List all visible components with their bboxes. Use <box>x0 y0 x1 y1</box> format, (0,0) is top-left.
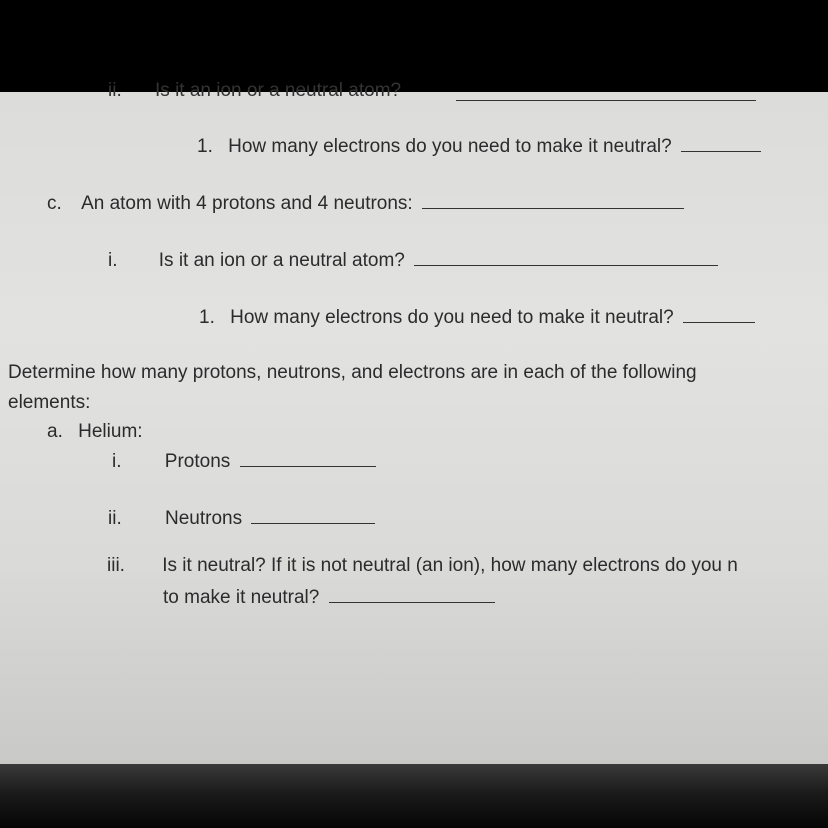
helium-neutral <box>107 555 738 577</box>
question-1 <box>197 135 761 158</box>
helium-neutral-line-2 <box>163 586 495 609</box>
helium-neutrons-numeral: ii. <box>108 508 122 529</box>
element-a-letter: a. <box>47 421 63 442</box>
question-1-answer-blank[interactable] <box>681 135 761 152</box>
question-c-i-answer-blank[interactable] <box>414 249 718 266</box>
helium-neutral-text-line-2: to make it neutral? <box>163 587 320 608</box>
helium-neutral-numeral: iii. <box>107 555 125 576</box>
helium-protons <box>112 450 376 473</box>
question-c-text: An atom with 4 protons and 4 neutrons: <box>81 193 413 214</box>
question-c-1-answer-blank[interactable] <box>683 306 755 323</box>
question-c-1 <box>199 306 755 329</box>
element-a-name: Helium: <box>78 421 143 442</box>
helium-neutral-answer-blank[interactable] <box>329 586 495 603</box>
question-1-number: 1. <box>197 136 213 157</box>
question-c <box>47 192 684 215</box>
helium-neutral-text-line-1: Is it neutral? If it is not neutral (an ion), how many electrons do you n <box>162 555 738 576</box>
question-c-i-numeral: i. <box>108 250 118 271</box>
question-c-i <box>108 249 718 272</box>
instruction-line-1: Determine how many protons, neutrons, and electrons are in each of the following <box>8 362 697 383</box>
helium-protons-numeral: i. <box>112 451 122 472</box>
cut-off-marker: ii. <box>108 80 122 101</box>
question-c-i-text: Is it an ion or a neutral atom? <box>158 250 405 271</box>
question-c-1-text: How many electrons do you need to make it neutral? <box>230 307 674 328</box>
question-c-letter: c. <box>47 193 62 214</box>
question-c-answer-blank[interactable] <box>422 192 684 209</box>
helium-protons-label: Protons <box>164 451 231 472</box>
question-c-1-number: 1. <box>199 307 215 328</box>
cut-off-answer-blank[interactable] <box>456 100 756 101</box>
cut-off-text: Is it an ion or a neutral atom? <box>155 80 402 101</box>
screen-bezel <box>0 764 828 828</box>
instruction-line-2: elements: <box>8 392 91 413</box>
cut-off-question <box>108 80 401 102</box>
helium-neutrons-answer-blank[interactable] <box>251 507 375 524</box>
helium-neutrons <box>108 507 375 530</box>
question-1-text: How many electrons do you need to make it neutral? <box>228 136 672 157</box>
worksheet-page <box>0 80 828 764</box>
helium-protons-answer-blank[interactable] <box>240 450 376 467</box>
helium-neutrons-label: Neutrons <box>165 508 243 529</box>
element-a <box>47 421 143 443</box>
